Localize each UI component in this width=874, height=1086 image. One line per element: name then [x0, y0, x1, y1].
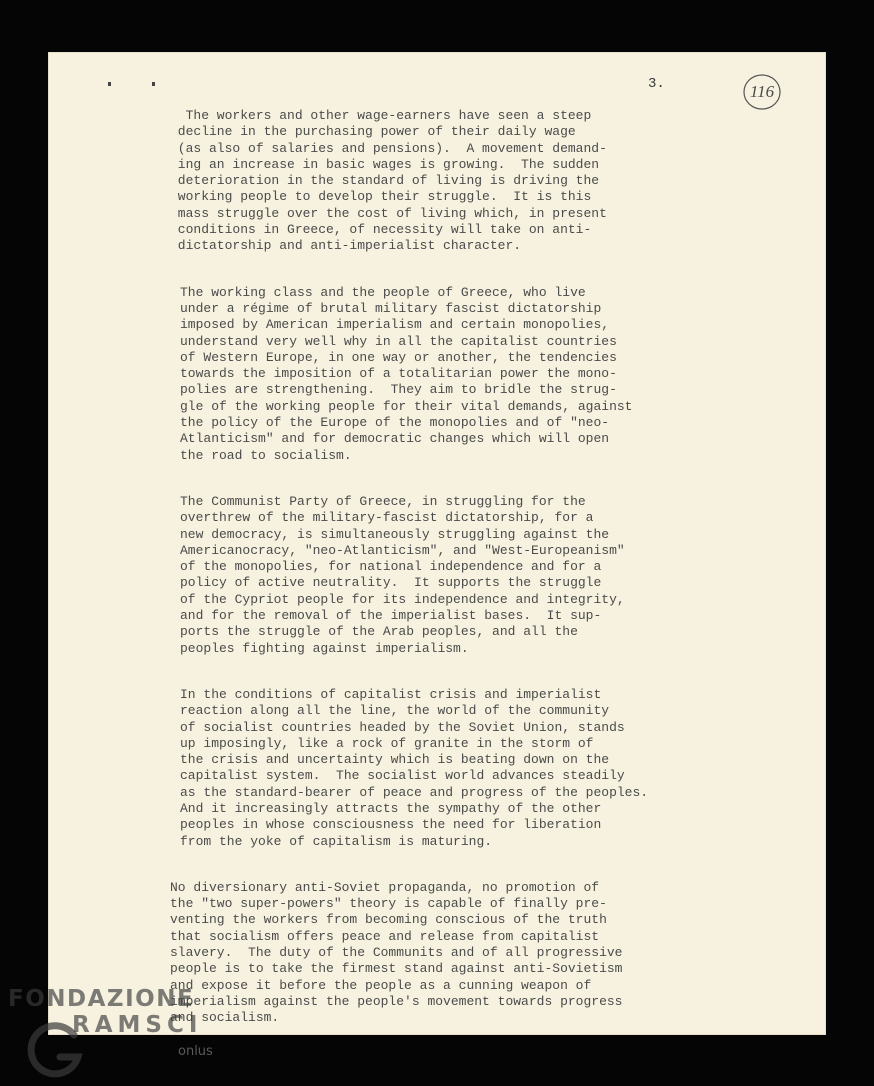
- text-line: decline in the purchasing power of their daily wage: [170, 124, 576, 140]
- text-line: peoples in whose consciousness the need for liberation: [180, 817, 602, 833]
- text-line: capitalist system. The socialist world advances steadily: [180, 768, 625, 784]
- text-line: And it increasingly attracts the sympathy of the other: [180, 800, 602, 816]
- fondazione-watermark: [8, 986, 202, 1038]
- text-line: that socialism offers peace and release from capitalist: [170, 928, 600, 944]
- text-line: venting the workers from becoming conscious of the truth: [170, 912, 607, 928]
- text-line: The working class and the people of Greece, who live: [180, 284, 586, 300]
- document-page: [48, 52, 826, 1035]
- text-line: conditions in Greece, of necessity will take on anti-: [170, 222, 592, 238]
- paragraph: [180, 285, 726, 464]
- paragraph: [180, 494, 726, 657]
- paragraph: [180, 687, 726, 850]
- margin-mark: [152, 82, 155, 86]
- text-line: of socialist countries headed by the Soviet Union, stands: [180, 719, 625, 735]
- text-line: up imposingly, like a rock of granite in the storm of: [180, 735, 594, 751]
- text-line: deterioration in the standard of living is driving the: [170, 173, 600, 189]
- text-line: No diversionary anti-Soviet propaganda, no promotion of: [170, 879, 600, 895]
- watermark-suffix: onlus: [178, 1044, 213, 1059]
- text-line: policy of active neutrality. It supports the struggle: [180, 575, 602, 591]
- text-line: Atlanticism" and for democratic changes which will open: [180, 431, 610, 447]
- text-line: dictatorship and anti-imperialist character.: [170, 238, 522, 254]
- margin-mark: [108, 82, 111, 86]
- text-line: imperialism against the people's movement towards progress: [170, 993, 623, 1009]
- watermark-line1: FONDAZIONE: [8, 986, 195, 1012]
- text-line: In the conditions of capitalist crisis and imperialist: [180, 686, 602, 702]
- text-line: people is to take the firmest stand against anti-Sovietism: [170, 961, 623, 977]
- text-line: peoples fighting against imperialism.: [180, 640, 469, 656]
- text-line: of the monopolies, for national independence and for a: [180, 559, 602, 575]
- text-line: the "two super-powers" theory is capable of finally pre-: [170, 896, 607, 912]
- text-line: towards the imposition of a totalitarian power the mono-: [180, 366, 617, 382]
- text-line: and expose it before the people as a cunning weapon of: [170, 977, 592, 993]
- text-line: (as also of salaries and pensions). A movement demand-: [170, 140, 607, 156]
- archive-number: 116: [749, 82, 775, 101]
- text-line: mass struggle over the cost of living which, in present: [170, 205, 607, 221]
- page-number: 3.: [648, 76, 665, 92]
- text-line: understand very well why in all the capitalist countries: [180, 333, 617, 349]
- text-line: the crisis and uncertainty which is beating down on the: [180, 752, 610, 768]
- text-line: of the Cypriot people for its independence and integrity,: [180, 591, 625, 607]
- text-line: from the yoke of capitalism is maturing.: [180, 833, 493, 849]
- text-line: ing an increase in basic wages is growing. The sudden: [170, 156, 600, 172]
- text-line: the road to socialism.: [180, 447, 352, 463]
- text-line: ports the struggle of the Arab peoples, and all the: [180, 624, 578, 640]
- paragraph: [170, 880, 726, 1027]
- text-line: reaction along all the line, the world of the community: [180, 703, 610, 719]
- text-line: The workers and other wage-earners have seen a steep: [170, 108, 592, 123]
- paragraph: [170, 108, 726, 255]
- text-line: imposed by American imperialism and certain monopolies,: [180, 317, 610, 333]
- document-body: [166, 108, 726, 1057]
- text-line: as the standard-bearer of peace and progress of the peoples.: [180, 784, 649, 800]
- text-line: under a régime of brutal military fascist dictatorship: [180, 300, 602, 316]
- text-line: Americanocracy, "neo-Atlanticism", and "West-Europeanism": [180, 542, 625, 558]
- text-line: The Communist Party of Greece, in struggling for the: [180, 493, 586, 509]
- text-line: the policy of the Europe of the monopolies and of "neo-: [180, 415, 610, 431]
- text-line: and for the removal of the imperialist bases. It sup-: [180, 608, 602, 624]
- watermark-line2: RAMSCI: [72, 1012, 203, 1038]
- text-line: of Western Europe, in one way or another, the tendencies: [180, 349, 617, 365]
- text-line: polies are strengthening. They aim to bridle the strug-: [180, 382, 617, 398]
- text-line: working people to develop their struggle. It is this: [170, 189, 592, 205]
- text-line: and socialism.: [170, 1010, 280, 1026]
- text-line: overthrew of the military-fascist dictatorship, for a: [180, 510, 594, 526]
- archive-stamp: [742, 72, 782, 112]
- text-line: slavery. The duty of the Communits and of all progressive: [170, 945, 623, 961]
- text-line: new democracy, is simultaneously struggling against the: [180, 526, 610, 542]
- text-line: gle of the working people for their vital demands, against: [180, 398, 633, 414]
